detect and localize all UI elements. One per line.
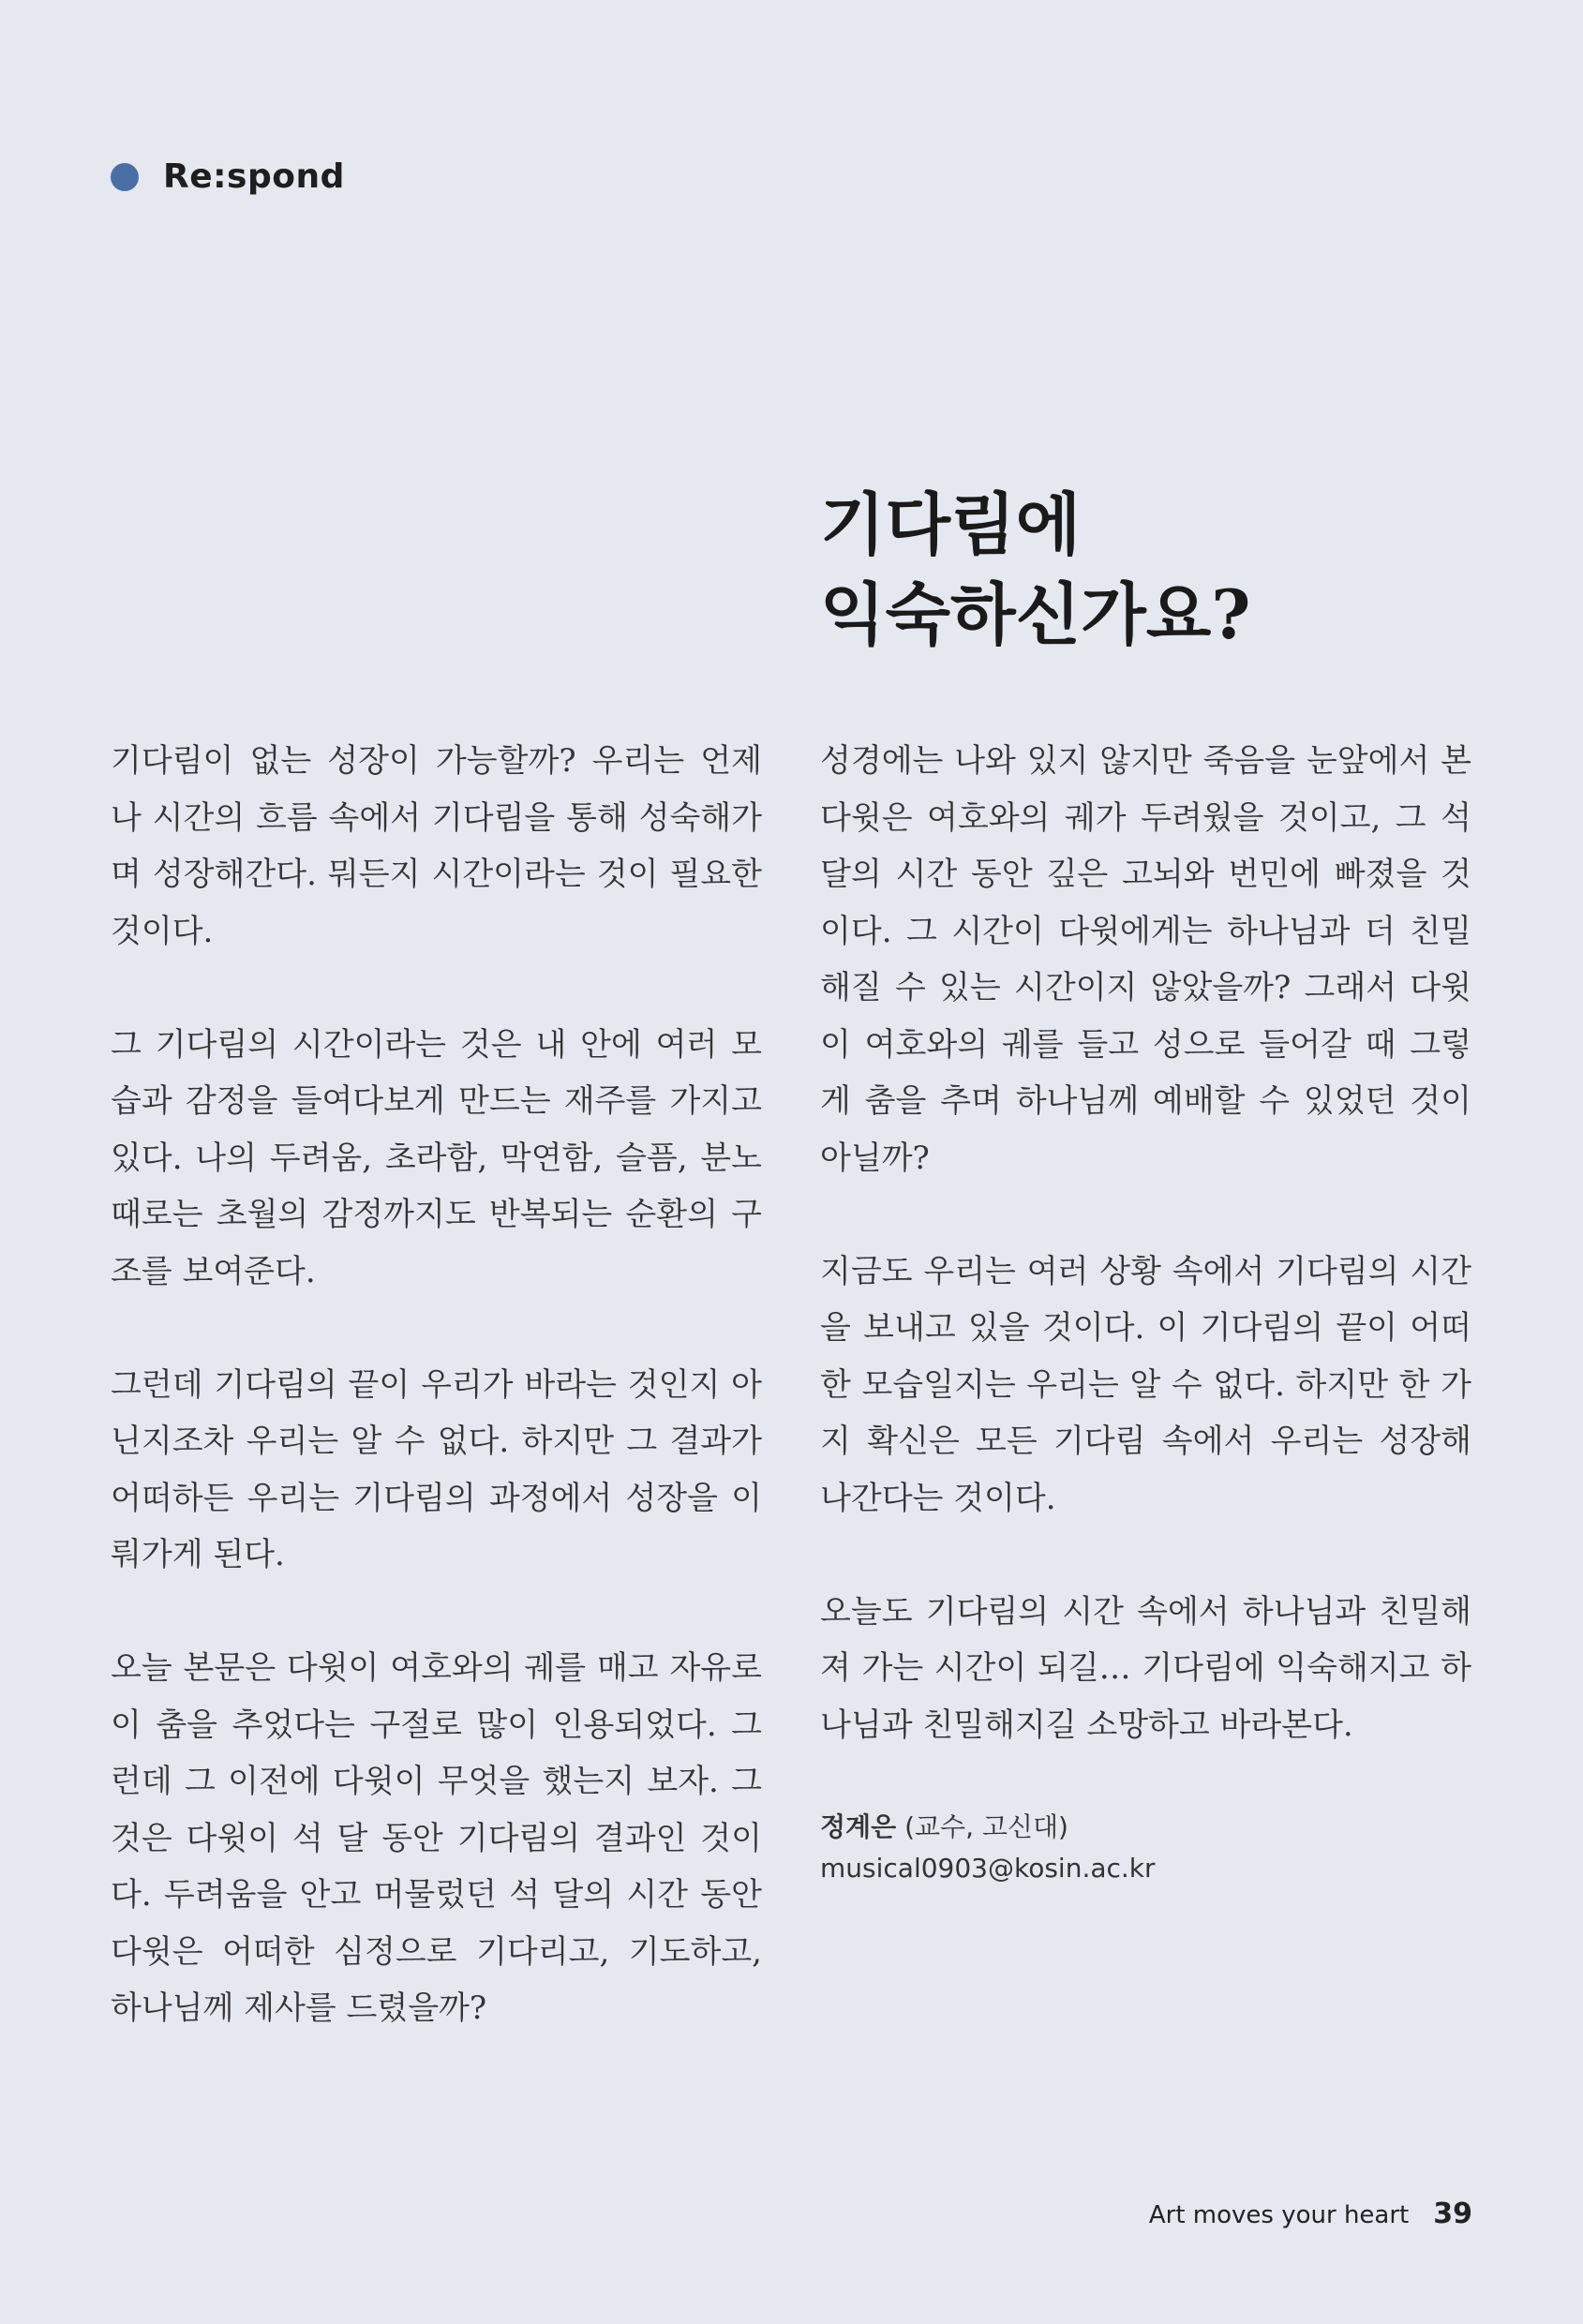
article-title-line-2: 익숙하신가요? xyxy=(820,574,1251,654)
footer-tagline: Art moves your heart xyxy=(1148,2201,1410,2229)
right-column xyxy=(820,733,1471,1889)
paragraph: 지금도 우리는 여러 상황 속에서 기다림의 시간을 보내고 있을 것이다. 이 기다림의 끝이 어떠한 모습일지는 우리는 알 수 없다. 하지만 한 가지 확신은 모든 기다림 속에서 우리는 성장해 나간다는 것이다. xyxy=(820,1252,1471,1517)
section-label: Re:spond xyxy=(163,157,345,196)
page-footer xyxy=(1149,2197,1472,2230)
page-number: 39 xyxy=(1433,2197,1472,2230)
paragraph: 오늘 본문은 다윗이 여호와의 궤를 매고 자유로이 춤을 추었다는 구절로 많이 인용되었다. 그런데 그 이전에 다윗이 무엇을 했는지 보자. 그것은 다윗이 석 달 동안 기다림의 결과인 것이다. 두려움을 안고 머물렀던 석 달의 시간 동안 다윗은 어떠한 심정으로 기다리고, 기도하고, 하나님께 제사를 드렸을까? xyxy=(111,1649,762,2027)
paragraph: 그 기다림의 시간이라는 것은 내 안에 여러 모습과 감정을 들여다보게 만드는 재주를 가지고 있다. 나의 두려움, 초라함, 막연함, 슬픔, 분노 때로는 초월의 감정까지도 반복되는 순환의 구조를 보여준다. xyxy=(111,1025,762,1290)
author-name: 정계은 xyxy=(820,1810,897,1842)
section-tag xyxy=(111,157,345,196)
paragraph: 오늘도 기다림의 시간 속에서 하나님과 친밀해져 가는 시간이 되길… 기다림에 익숙해지고 하나님과 친밀해지길 소망하고 바라본다. xyxy=(820,1592,1471,1744)
section-dot-icon xyxy=(111,163,139,191)
author-email[interactable]: musical0903@kosin.ac.kr xyxy=(820,1852,1156,1884)
paragraph: 기다림이 없는 성장이 가능할까? 우리는 언제나 시간의 흐름 속에서 기다림을 통해 성숙해가며 성장해간다. 뭐든지 시간이라는 것이 필요한 것이다. xyxy=(111,742,762,950)
article-title-line-1: 기다림에 xyxy=(820,484,1082,564)
author-affiliation: (교수, 고신대) xyxy=(904,1810,1068,1842)
author-byline xyxy=(820,1807,1471,1889)
article-title xyxy=(820,480,1251,660)
paragraph: 그런데 기다림의 끝이 우리가 바라는 것인지 아닌지조차 우리는 알 수 없다. 하지만 그 결과가 어떠하든 우리는 기다림의 과정에서 성장을 이뤄가게 된다. xyxy=(111,1365,762,1573)
left-column xyxy=(111,733,762,2093)
paragraph: 성경에는 나와 있지 않지만 죽음을 눈앞에서 본 다윗은 여호와의 궤가 두려웠을 것이고, 그 석 달의 시간 동안 깊은 고뇌와 번민에 빠졌을 것이다. 그 시간이 다윗에게는 하나님과 더 친밀해질 수 있는 시간이지 않았을까? 그래서 다윗이 여호와의 궤를 들고 성으로 들어갈 때 그렇게 춤을 추며 하나님께 예배할 수 있었던 것이 아닐까? xyxy=(820,742,1471,1177)
